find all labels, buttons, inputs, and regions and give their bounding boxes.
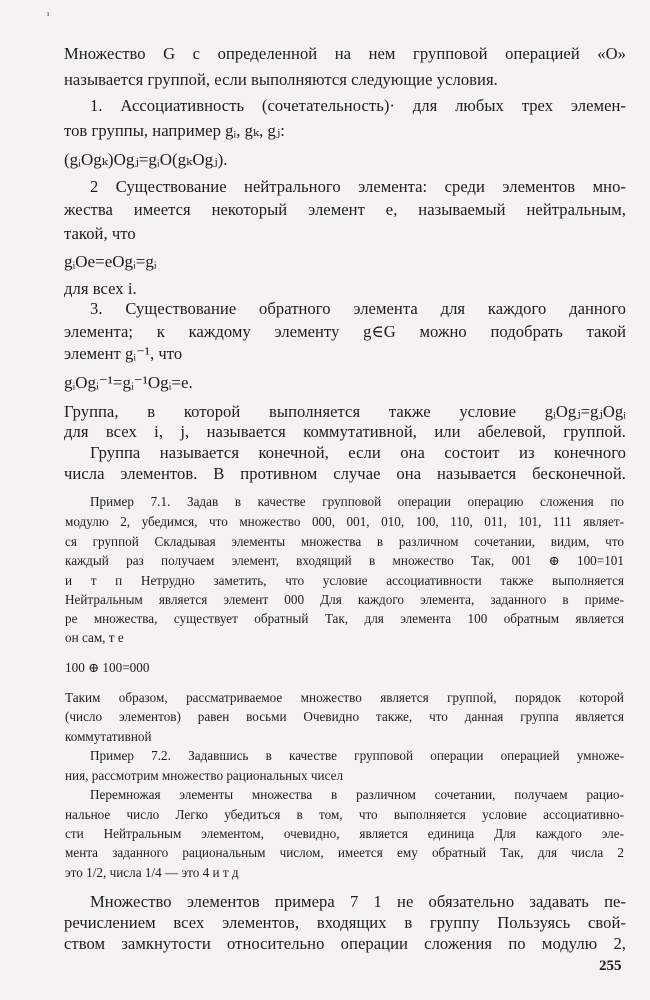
example-7-2-line-1: Пример 7.2. Задавшись в качестве групповой операции операцией умноже- <box>90 748 624 763</box>
example-7-1-line-3: ся группой Складывая элементы множества в различном сочетании, видим, что <box>65 534 624 549</box>
identity-formula: gᵢOe=eOgᵢ=gᵢ <box>64 252 157 271</box>
associativity-formula: (gᵢOgₖ)Ogⱼ=gᵢO(gₖOgⱼ). <box>64 150 228 169</box>
group-definition-line-2: называется группой, если выполняются следующие условия. <box>64 70 498 89</box>
identity-line-1: 2 Существование нейтрального элемента: среди элементов мно- <box>90 177 626 196</box>
identity-line-2: жества имеется некоторый элемент e, называемый нейтральным, <box>64 200 626 219</box>
example-7-1-line-4: каждый раз получаем элемент, входящий в множество Так, 001 ⊕ 100=101 <box>65 553 624 568</box>
commutative-line-2: для всех i, j, называется коммутативной, или абелевой, группой. <box>64 422 626 441</box>
associativity-line-1: 1. Ассоциативность (сочетательность)· для любых трех элемен- <box>90 96 626 115</box>
inverse-line-1: 3. Существование обратного элемента для каждого данного <box>90 299 626 318</box>
finite-group-line-2: числа элементов. В противном случае она называется бесконечной. <box>64 464 626 483</box>
example-7-2-line-4: нальное число Легко убедиться в том, что выполняется условие ассоциативно- <box>65 807 624 822</box>
closing-line-3: ством замкнутости относительно операции сложения по модулю 2, <box>64 934 626 953</box>
example-7-1-line-8: он сам, т е <box>65 630 124 645</box>
inverse-line-2: элемента; к каждому элементу g∈G можно подобрать такой <box>64 322 626 341</box>
example-7-2-line-2: ния, рассмотрим множество рациональных чисел <box>65 768 344 783</box>
inverse-line-3: элемент gᵢ⁻¹, что <box>64 344 183 363</box>
identity-line-3: такой, что <box>64 224 136 243</box>
xor-formula: 100 ⊕ 100=000 <box>65 660 150 675</box>
closing-line-2: речислением всех элементов, входящих в группу Пользуясь свой- <box>64 913 626 932</box>
example-7-1-line-6: Нейтральным является элемент 000 Для каждого элемента, заданного в приме- <box>65 592 624 607</box>
example-7-1-line-9: Таким образом, рассматриваемое множество является группой, порядок которой <box>65 690 624 705</box>
example-7-1-line-11: коммутативной <box>65 729 152 744</box>
example-7-2-line-3: Перемножая элементы множества в различном сочетании, получаем рацио- <box>90 787 624 802</box>
example-7-2-line-7: это 1/2, числа 1/4 — это 4 и т д <box>65 865 239 880</box>
identity-line-4: для всех i. <box>64 279 137 298</box>
finite-group-line-1: Группа называется конечной, если она состоит из конечного <box>90 443 626 462</box>
example-7-1-line-2: модулю 2, убедимся, что множество 000, 001, 010, 100, 110, 011, 101, 111 являет- <box>65 514 624 529</box>
example-7-2-line-6: мента заданного рациональным числом, имеется ему обратный Так, для числа 2 <box>65 845 624 860</box>
page-number: 255 <box>599 958 622 974</box>
associativity-line-2: тов группы, например gᵢ, gₖ, gⱼ: <box>64 121 285 140</box>
example-7-1-line-10: (число элементов) равен восьми Очевидно также, что данная группа является <box>65 709 624 724</box>
corner-mark: ı <box>47 9 50 18</box>
example-7-1-line-5: и т п Нетрудно заметить, что условие ассоциативности также выполняется <box>65 573 624 588</box>
example-7-1-line-1: Пример 7.1. Задав в качестве групповой операции операцию сложения по <box>90 494 624 509</box>
closing-line-1: Множество элементов примера 7 1 не обязательно задавать пе- <box>90 892 626 911</box>
commutative-line-1: Группа, в которой выполняется также условие gᵢOgⱼ=gⱼOgᵢ <box>64 402 626 421</box>
group-definition-line-1: Множество G с определенной на нем групповой операцией «О» <box>64 44 626 63</box>
example-7-1-line-7: ре множества, существует обратный Так, для элемента 100 обратным является <box>65 611 624 626</box>
inverse-formula: gᵢOgᵢ⁻¹=gᵢ⁻¹Ogᵢ=e. <box>64 373 193 392</box>
example-7-2-line-5: сти Нейтральным элементом, очевидно, является единица Для каждого эле- <box>65 826 624 841</box>
